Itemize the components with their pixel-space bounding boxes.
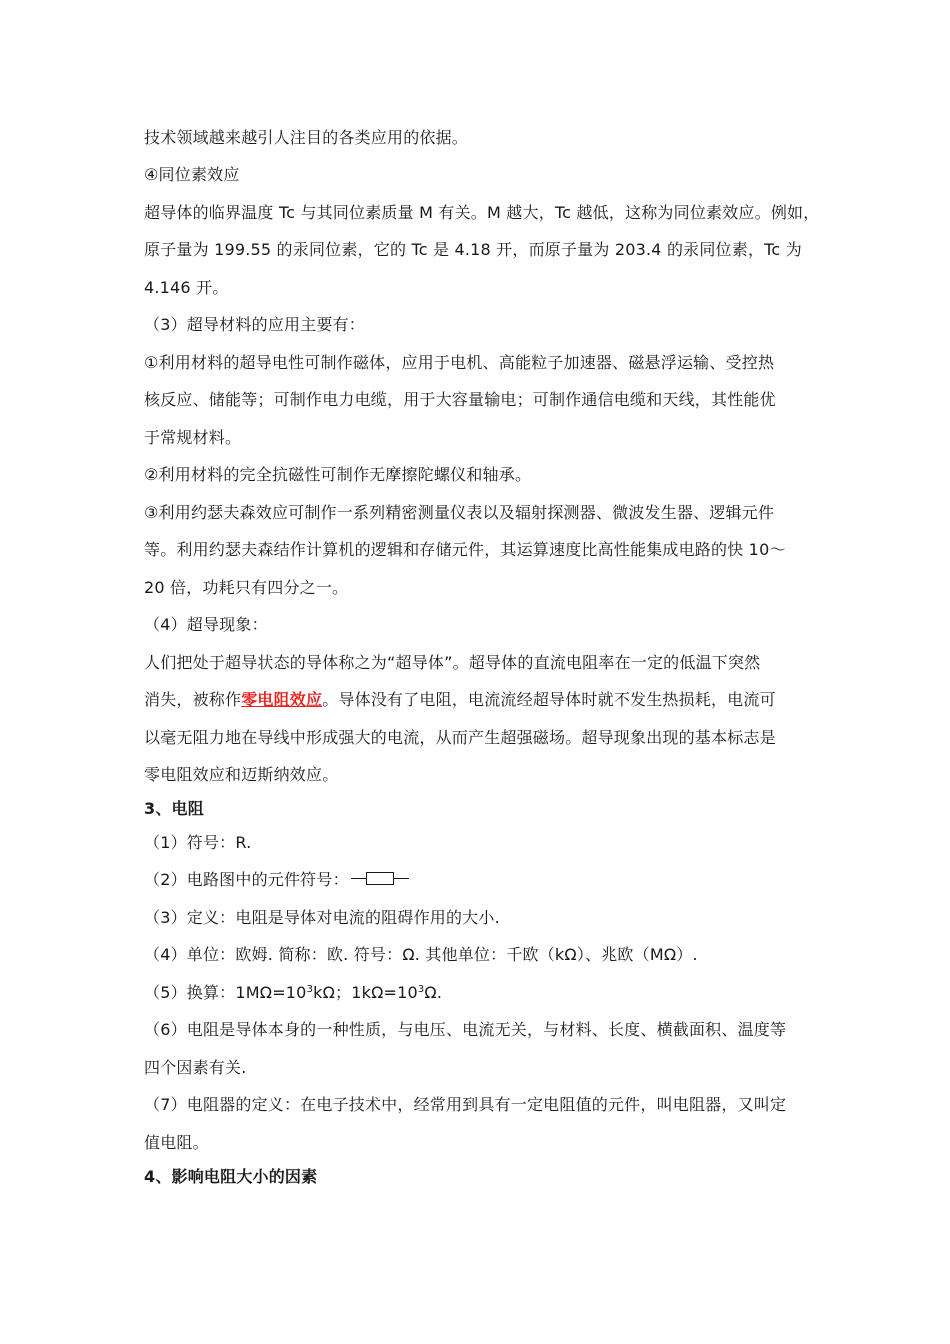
list-item: （3）定义：电阻是导体对电流的阻碍作用的大小. bbox=[144, 908, 500, 927]
text-line: ①利用材料的超导电性可制作磁体，应用于电机、高能粒子加速器、磁悬浮运输、受控热 bbox=[144, 353, 775, 372]
text-line: 20 倍，功耗只有四分之一。 bbox=[144, 578, 349, 597]
list-item bbox=[144, 869, 409, 891]
text-line: 人们把处于超导状态的导体称之为“超导体”。超导体的直流电阻率在一定的低温下突然 bbox=[144, 653, 761, 672]
subsection-title: （4）超导现象： bbox=[144, 615, 268, 634]
text-line: 技术领域越来越引人注目的各类应用的依据。 bbox=[144, 128, 469, 147]
text-line: 于常规材料。 bbox=[144, 428, 242, 447]
section-heading-3: 3、电阻 bbox=[144, 799, 204, 818]
text-line: ③利用约瑟夫森效应可制作一系列精密测量仪表以及辐射探测器、微波发生器、逻辑元件 bbox=[144, 503, 775, 522]
text-line: 4.146 开。 bbox=[144, 278, 229, 297]
text-span: 。导体没有了电阻，电流流经超导体时就不发生热损耗，电流可 bbox=[322, 690, 776, 709]
text-span: （2）电路图中的元件符号： bbox=[144, 870, 349, 889]
text-line: 零电阻效应和迈斯纳效应。 bbox=[144, 765, 339, 784]
text-span: kΩ；1kΩ=10 bbox=[313, 983, 418, 1002]
section-heading-4: 4、影响电阻大小的因素 bbox=[144, 1167, 318, 1186]
text-line: 超导体的临界温度 Tc 与其同位素质量 M 有关。M 越大，Tc 越低，这称为同位素效应。例如， bbox=[144, 203, 820, 222]
list-item: （6）电阻是导体本身的一种性质，与电压、电流无关，与材料、长度、横截面积、温度等 bbox=[144, 1020, 787, 1039]
text-line bbox=[144, 689, 776, 711]
text-line: 四个因素有关. bbox=[144, 1058, 247, 1077]
list-item: （4）单位：欧姆. 简称：欧. 符号：Ω. 其他单位：千欧（kΩ）、兆欧（MΩ）. bbox=[144, 945, 698, 964]
text-line: 原子量为 199.55 的汞同位素，它的 Tc 是 4.18 开，而原子量为 203.4 的汞同位素，Tc 为 bbox=[144, 240, 802, 259]
text-span: Ω. bbox=[424, 983, 443, 1002]
list-item bbox=[144, 982, 442, 1004]
list-item: （7）电阻器的定义：在电子技术中，经常用到具有一定电阻值的元件，叫电阻器，又叫定 bbox=[144, 1095, 787, 1114]
exponent: 3 bbox=[306, 984, 314, 995]
highlight-term: 零电阻效应 bbox=[241, 690, 323, 709]
text-line: 以毫无阻力地在导线中形成强大的电流，从而产生超强磁场。超导现象出现的基本标志是 bbox=[144, 728, 776, 747]
text-line: 核反应、储能等；可制作电力电缆，用于大容量输电；可制作通信电缆和天线，其性能优 bbox=[144, 390, 776, 409]
subsection-title: （3）超导材料的应用主要有： bbox=[144, 315, 365, 334]
text-span: 消失，被称作 bbox=[144, 690, 242, 709]
text-line: ②利用材料的完全抗磁性可制作无摩擦陀螺仪和轴承。 bbox=[144, 465, 532, 484]
text-line: 等。利用约瑟夫森结作计算机的逻辑和存储元件，其运算速度比高性能集成电路的快 10～ bbox=[144, 540, 786, 559]
subsection-title: ④同位素效应 bbox=[144, 165, 240, 184]
list-item: （1）符号：R. bbox=[144, 833, 252, 852]
text-line: 值电阻。 bbox=[144, 1133, 209, 1152]
text-span: （5）换算：1MΩ=10 bbox=[144, 983, 307, 1002]
resistor-symbol-icon bbox=[351, 872, 409, 886]
exponent: 3 bbox=[417, 984, 425, 995]
